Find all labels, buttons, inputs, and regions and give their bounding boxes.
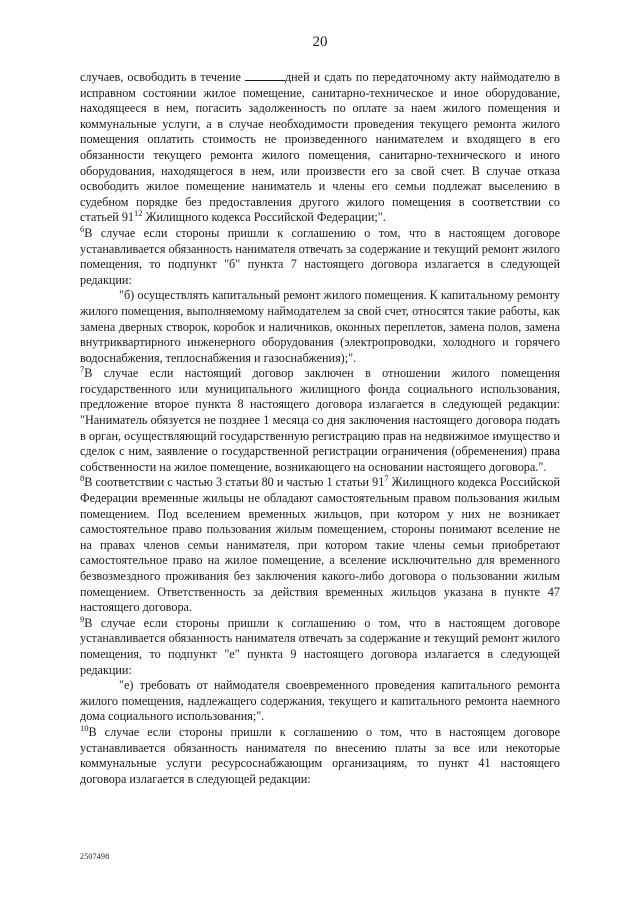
- footnote-7-mark: 7: [80, 364, 85, 375]
- footnote-6-mark: 6: [80, 223, 85, 234]
- footnote-6: [80, 223, 560, 288]
- footnote-8: [80, 475, 560, 615]
- superscript-ref: 12: [134, 208, 143, 219]
- paragraph-continuation: [80, 70, 560, 226]
- footnote-9-text: В случае если стороны пришли к соглашению о том, что в настоящем договоре устанавливается обязанность нанимателя отвечать за содержание и текущий ремонт жилого помещения, то подпункт "е" пункта 9 настоящего договора излагается в следующей редакции:: [80, 615, 560, 677]
- continuation-part-c: Жилищного кодекса Российской Федерации;".: [142, 210, 386, 225]
- blank-line: [245, 70, 285, 81]
- footnote-8-text-b: Жилищного кодекса Российской Федерации временные жильцы не обладают самостоятельным правом пользования жилым помещением. Под вселением временных жильцов, при котором у них не возникает самостоятельное право пользования жилым помещением, стороны понимают вселение не на правах членов семьи нанимателя, при котором такие члены семьи приобретают самостоятельное право на жилое помещение, а вселение исключительно для временного безвозмездного проживания без заключения какого-либо договора о пользовании жилым помещением. Ответственность за действия временных жильцов указана в пункте 47 настоящего договора.: [80, 475, 560, 615]
- continuation-part-b: дней и сдать по передаточному акту наймодателю в исправном состоянии жилое помещение, санитарно-техническое и иное оборудование, находящееся в нем, погасить задолженность по оплате за наем жилого помещения и коммунальные услуги, а в случае необходимости проведения текущего ремонта жилого помещения оплатить стоимость не произведенного нанимателем и входящего в его обязанности текущего ремонта жилого помещения, санитарно-технического и иного оборудования, находящегося в нем, или произвести его за свой счет. В случае отказа освободить жилое помещение наниматель и члены его семьи подлежат выселению в судебном порядке без предоставления другого жилого помещения в соответствии со статьей 91: [80, 70, 560, 225]
- continuation-part-a: случаев, освободить в течение: [80, 70, 245, 84]
- footnote-9-quote: "е) требовать от наймодателя своевременного проведения капитального ремонта жилого помещения, надлежащего содержания, текущего и капитального ремонта наемного дома социального использования;".: [80, 678, 560, 724]
- footnote-7-text: В случае если настоящий договор заключен в отношении жилого помещения государственного или муниципального жилищного фонда социального использования, предложение второе пункта 8 настоящего договора излагается в следующей редакции: "Наниматель обязуется не позднее 1 месяца со дня заключения настоящего договора подать в орган, осуществляющий государственную регистрацию прав на недвижимое имущество и сделок с ним, заявление о государственной регистрации ограничения (обременения) права собственности на жилое помещение, возникающего на основании настоящего договора.".: [80, 366, 560, 474]
- footnote-6-quote: "б) осуществлять капитальный ремонт жилого помещения. К капитальному ремонту жилого помещения, выполняемому наймодателем за свой счет, относятся такие работы, как замена дверных створок, коробок и наличников, оконных переплетов, замена полов, замена внутриквартирного инженерного оборудования (электропроводки, холодного и горячего водоснабжения, теплоснабжения и газоснабжения);".: [80, 288, 560, 365]
- footnotes-text: [80, 70, 560, 787]
- footnote-10: [80, 722, 560, 787]
- footnote-8-mark: 8: [80, 473, 85, 484]
- footnote-7: [80, 366, 560, 475]
- footnote-6-text: В случае если стороны пришли к соглашению о том, что в настоящем договоре устанавливается обязанность нанимателя отвечать за содержание и текущий ремонт жилого помещения, то подпункт "б" пункта 7 настоящего договора излагается в следующей редакции:: [80, 225, 560, 287]
- page-number: 20: [312, 34, 328, 50]
- document-id: 2507498: [80, 852, 110, 861]
- footnote-10-text: В случае если стороны пришли к соглашению о том, что в настоящем договоре устанавливается обязанность нанимателя по внесению платы за все или некоторые коммунальные услуги ресурсоснабжающим организациям, то пункт 41 настоящего договора излагается в следующей редакции:: [80, 724, 560, 786]
- footnote-8-text-a: В соответствии с частью 3 статьи 80 и частью 1 статьи 91: [84, 475, 385, 490]
- superscript-ref: 7: [384, 473, 389, 484]
- footnote-9-mark: 9: [80, 613, 85, 624]
- footnote-10-mark: 10: [80, 722, 89, 733]
- footnote-9: [80, 613, 560, 678]
